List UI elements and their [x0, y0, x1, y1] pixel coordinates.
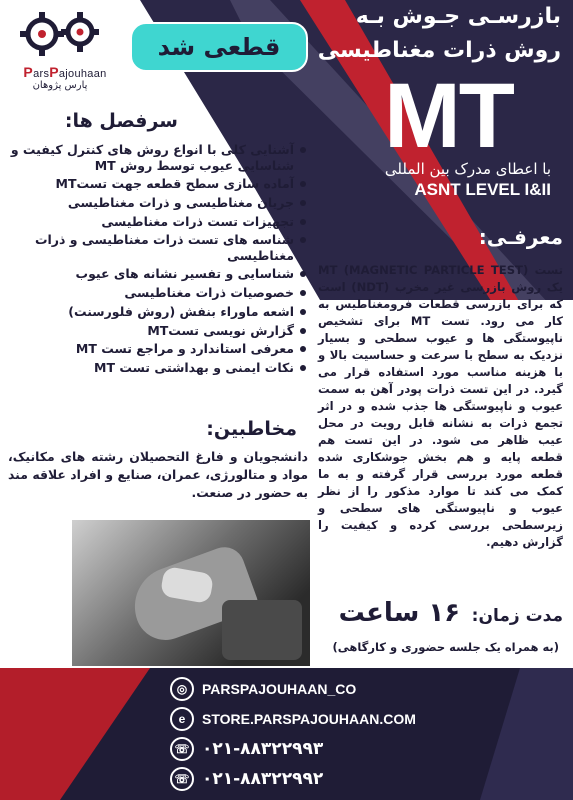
audience-text: دانشجویان و فارغ التحصیلان رشته های مکانیک، مواد و متالورژی، عمران، صنایع و افراد علاقه مند به حضور در صنعت. [8, 449, 308, 500]
toc-item: آماده سازی سطح قطعه جهت تستMT [6, 176, 306, 192]
instagram-icon: ◎ [170, 677, 194, 701]
toc-list [6, 142, 306, 379]
title-line-1: بازرسـی جـوش بـه [355, 4, 561, 29]
phone-number: ۰۲۱-۸۸۳۲۲۹۹۳ [202, 739, 324, 759]
phone-icon: ☏ [170, 767, 194, 791]
website-link[interactable] [170, 706, 416, 732]
duration-label: مدت زمان: [471, 606, 563, 626]
toc-heading: سرفصل ها: [64, 110, 178, 132]
instagram-link[interactable] [170, 676, 356, 702]
toc-item: اشعه ماوراء بنفش (روش فلورسنت) [6, 304, 306, 320]
instagram-handle: PARSPAJOUHAAN_CO [202, 681, 357, 697]
audience-heading: مخاطبین: [206, 418, 297, 440]
intro-heading: معرفـی: [478, 225, 563, 249]
website-url: STORE.PARSPAJOUHAAN.COM [202, 711, 416, 727]
gears-icon [18, 8, 108, 64]
duration-value: ۱۶ ساعت [338, 598, 461, 628]
toc-item: گزارش نویسی تستMT [6, 323, 306, 339]
toc-item: شناسه های تست ذرات مغناطیسی و ذرات مغناطیسی [6, 232, 306, 263]
toc-item: تجهیزات تست ذرات مغناطیسی [6, 214, 306, 230]
phone-icon: ☏ [170, 737, 194, 761]
toc-item: نکات ایمنی و بهداشتی تست MT [6, 360, 306, 376]
toc-item: خصوصیات ذرات مغناطیسی [6, 285, 306, 301]
phone-link-2[interactable] [170, 766, 323, 792]
toc-item: معرفی استاندارد و مراجع تست MT [6, 341, 306, 357]
toc-item: آشنایی کلی با انواع روش های کنترل کیفیت و شناسایی عیوب توسط روش MT [6, 142, 306, 173]
confirmed-badge: قطعی شد [130, 22, 308, 72]
phone-number: ۰۲۱-۸۸۳۲۲۹۹۲ [202, 769, 324, 789]
toc-item: شناسایی و تفسیر نشانه های عیوب [6, 266, 306, 282]
intro-text: تست (MT (MAGNETIC PARTICLE TEST یک روش بازرسی غیر مخرب (NDT) است که برای بازرسی قطعات فرومغناطیس به کار می رود. تست MT برای تشخیص ناپیوستگی ها و عیوب سطحی و بسیار نزدیک به سطح با سرعت و حساسیت بالا و با هزینه مناسب مورد استفاده قرار می گیرد. در این تست ذرات پودر آهن به سمت عیوب و ناپیوستگی ها جذب شده و در اثر تجمع ذرات به نشانه قابل رویت در محل عیب ظاهر می شود. در این تست هم قطعه پایه و هم بخش جوشکاری شده قطعه مورد بررسی قرار گرفته و به ما کمک می کند تا موارد مذکور را از نظر عیوب و ناپیوستگی های سطحی و زیرسطحی بررسی کرده و کیفیت را گزارش دهیم. [318, 263, 564, 549]
logo-name-en: ParsPajouhaan [23, 64, 107, 80]
certificate-text-fa: با اعطای مدرک بین المللی [384, 160, 551, 178]
mt-big-title: MT [384, 65, 513, 167]
duration [313, 598, 563, 628]
welding-inspection-photo [72, 520, 310, 666]
certificate-text-en: ASNT LEVEL I&II [414, 180, 551, 199]
web-icon: e [170, 707, 194, 731]
logo [10, 8, 118, 100]
toc-item: جریان مغناطیسی و ذرات مغناطیسی [6, 195, 306, 211]
duration-note: (به همراه یک جلسه حضوری و کارگاهی) [332, 640, 559, 654]
logo-name-fa: پارس پژوهان [32, 80, 88, 91]
title-line-2: روش ذرات مغناطیسی [317, 38, 561, 63]
phone-link-1[interactable] [170, 736, 323, 762]
